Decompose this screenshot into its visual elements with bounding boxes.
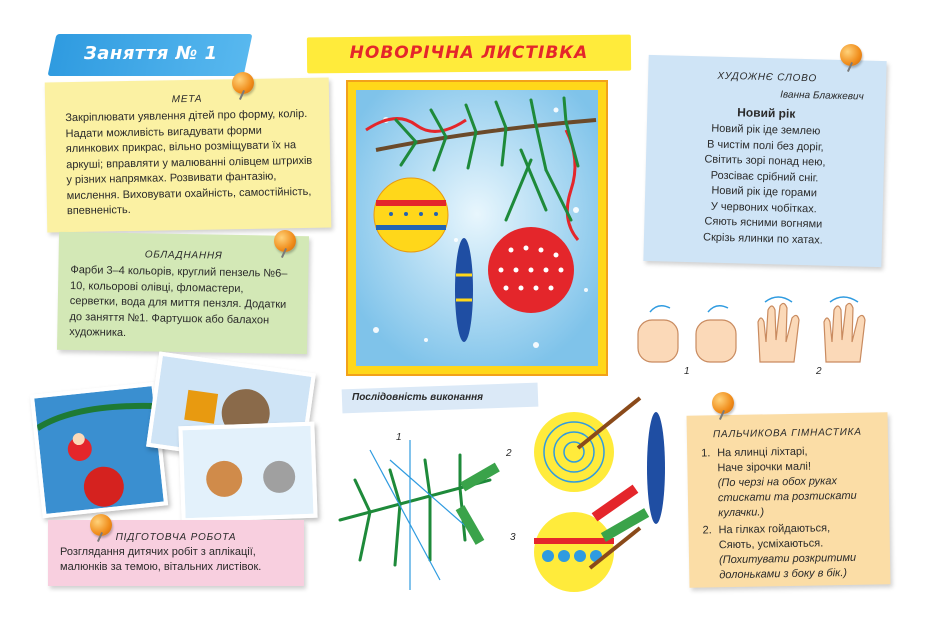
- gymnastics-line: На ялинці ліхтарі,: [717, 445, 808, 460]
- hands-step-2: 2: [816, 366, 822, 377]
- gymnastics-list: [687, 437, 890, 583]
- santa-card-icon: [34, 386, 163, 514]
- example-card-animals: [178, 422, 317, 523]
- poem-title: Новий рік: [737, 105, 796, 121]
- sequence-step-2: 2: [506, 448, 512, 459]
- poem-author: Іванна Блажкевич: [780, 89, 864, 103]
- equipment-heading: ОБЛАДНАННЯ: [144, 249, 223, 262]
- poem-heading: ХУДОЖНЄ СЛОВО: [717, 70, 818, 85]
- poem-line: В чистім полі без доріг,: [706, 137, 824, 154]
- gymnastics-line: Наче зірочки малі!: [717, 460, 812, 475]
- poem-line: Розсіває срібний сніг.: [710, 169, 819, 184]
- hands-illustration: [630, 292, 920, 384]
- equipment-text: Фарби 3–4 кольорів, круглий пензель №6–10, кольорові олівці, фломастери, серветки, вода для миття пензля. Додатки до заняття №1. Фартушок або балахон художника.: [69, 264, 288, 340]
- example-card-santa: [30, 382, 168, 518]
- sequence-branch-illustration: [330, 420, 530, 596]
- goal-heading: МЕТА: [171, 93, 203, 106]
- goal-text: Закріплювати уявлення дітей про форму, колір. Надати можливість вигадувати форми ялинкових прикрас, вільно розміщувати їх на аркуші; вправляти у малюванні олівцем штрихів у різних напрямках. Розвивати фантазію, мислення. Виховувати охайність, самостійність, впевненість.: [65, 107, 313, 218]
- finger-exercise-hands-icon: [630, 292, 920, 384]
- poem-note: [643, 55, 886, 267]
- gymnastics-note-text: (Похитувати розкритими долоньками з боку в бік.): [718, 551, 857, 582]
- branch-drawing-steps-icon: [330, 420, 530, 596]
- goal-note: [45, 78, 332, 233]
- preparation-note: [48, 520, 304, 586]
- gymnastics-heading: ПАЛЬЧИКОВА ГІМНАСТИКА: [712, 426, 862, 441]
- gymnastics-note: [687, 412, 891, 587]
- sequence-label: Послідовність виконання: [352, 392, 484, 403]
- gymnastics-item-num: 1.: [701, 447, 711, 460]
- gymnastics-line: На гілках гойдаються,: [718, 522, 831, 537]
- poem-line: Новий рік іде землею: [711, 122, 821, 138]
- gymnastics-item: [701, 443, 879, 521]
- sequence-ornament-illustration: [530, 388, 680, 596]
- poem-line: Сяють ясними вогнями: [704, 215, 823, 231]
- poem-line: Новий рік іде горами: [711, 184, 818, 200]
- poem-line: Світить зорі понад нею,: [704, 153, 826, 169]
- fir-branch-ornaments-icon: [356, 90, 598, 366]
- gymnastics-item-num: 2.: [702, 524, 712, 537]
- lesson-title: Заняття № 1: [84, 43, 218, 64]
- pushpin-icon: [840, 44, 862, 66]
- pushpin-icon: [712, 392, 734, 414]
- animals-card-icon: [183, 426, 314, 518]
- pushpin-icon: [90, 514, 112, 536]
- hands-step-1: 1: [684, 366, 690, 377]
- christmas-card-illustration: [356, 90, 598, 366]
- gymnastics-item: [702, 520, 880, 583]
- sequence-step-1: 1: [396, 432, 402, 443]
- pushpin-icon: [232, 72, 254, 94]
- gymnastics-line: Сяють, усміхаються.: [718, 537, 824, 552]
- poem-line: У червоних чобітках.: [710, 200, 817, 215]
- equipment-note: [57, 232, 309, 354]
- ornament-painting-steps-icon: [530, 388, 680, 596]
- preparation-text: Розглядання дитячих робіт з аплікації, малюнків за темою, вітальних листівок.: [60, 546, 262, 573]
- gymnastics-note-text: (По черзі на обох руках стискати та розтискати кулачки.): [717, 475, 857, 520]
- pushpin-icon: [274, 230, 296, 252]
- poem-line: Скрізь ялинки по хатах.: [702, 230, 823, 247]
- sequence-step-3: 3: [510, 532, 516, 543]
- poem-lines: [644, 120, 885, 250]
- preparation-heading: ПІДГОТОВЧА РОБОТА: [115, 532, 237, 543]
- main-title: НОВОРІЧНА ЛИСТІВКА: [349, 43, 589, 63]
